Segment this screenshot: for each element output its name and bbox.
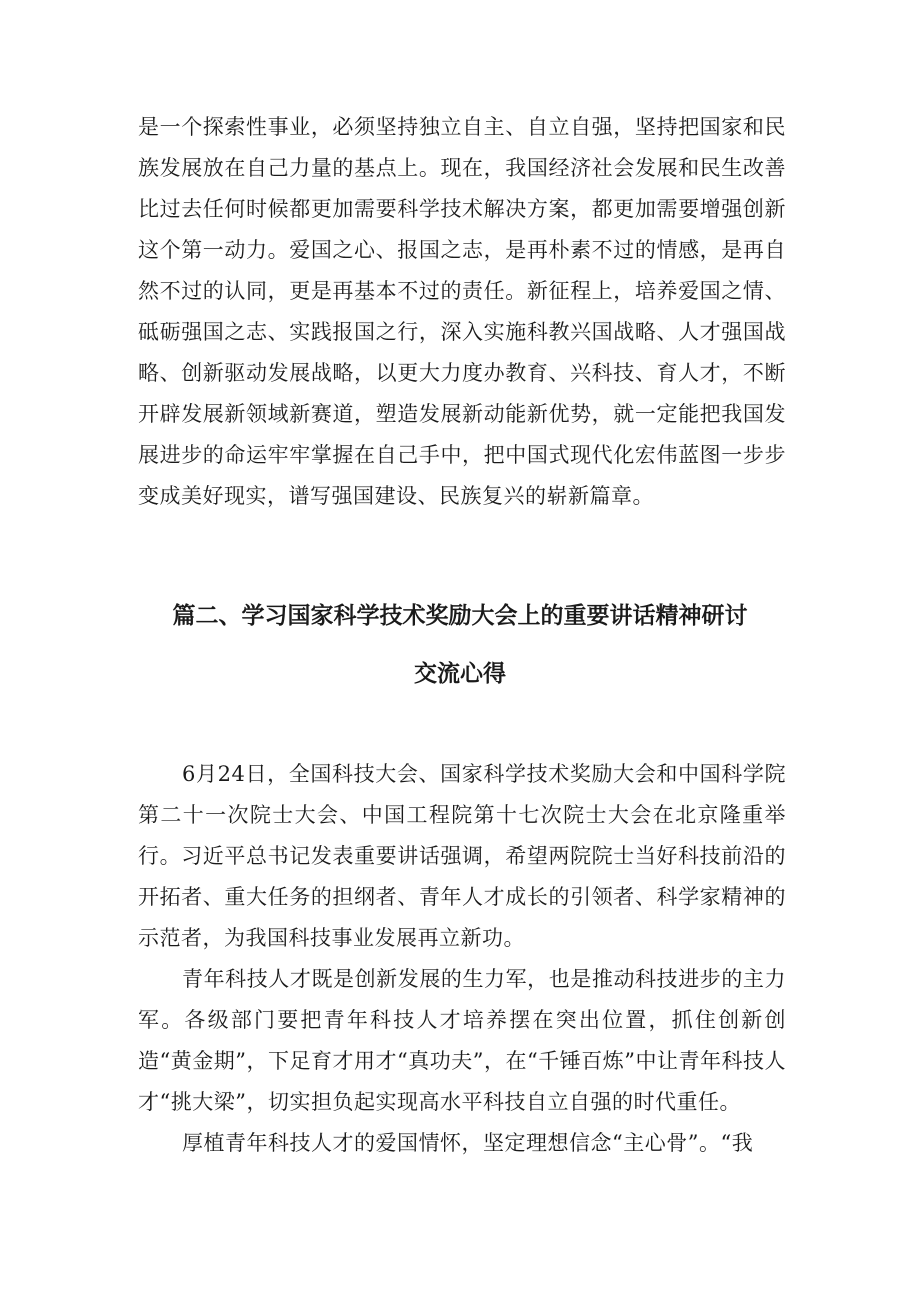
paragraph-patriotism: 厚植青年科技人才的爱国情怀，坚定理想信念“主心骨”。“我 <box>182 1131 754 1155</box>
paragraph-continued: 是一个探索性事业，必须坚持独立自主、自立自强，坚持把国家和民族发展放在自己力量的基点上。现在，我国经济社会发展和民生改善比过去任何时候都更加需要科学技术解决方案，都更加需要增强创新这个第一动力。爱国之心、报国之志，是再朴素不过的情感，是再自然不过的认同，更是再基本不过的责任。新征程上，培养爱国之情、砥砺强国之志、实践报国之行，深入实施科教兴国战略、人才强国战略、创新驱动发展战略，以更大力度办教育、兴科技、育人才，不断开辟发展新领域新赛道，塑造发展新动能新优势，就一定能把我国发展进步的命运牢牢掌握在自己手中，把中国式现代化宏伟蓝图一步步变成美好现实，谱写强国建设、民族复兴的崭新篇章。 <box>138 115 786 508</box>
section-heading <box>100 587 820 703</box>
section-heading-line-2: 交流心得 <box>414 661 506 687</box>
paragraph-youth-talent: 青年科技人才既是创新发展的生力军，也是推动科技进步的主力军。各级部门要把青年科技人才培养摆在突出位置，抓住创新创造“黄金期”，下足育才用才“真功夫”，在“千锤百炼”中让青年科技人才“挑大梁”，切实担负起实现高水平科技自立自强的时代重任。 <box>138 967 786 1114</box>
paragraph-event: 6月24日，全国科技大会、国家科学技术奖励大会和中国科学院第二十一次院士大会、中国工程院第十七次院士大会在北京隆重举行。习近平总书记发表重要讲话强调，希望两院院士当好科技前沿的开拓者、重大任务的担纲者、青年人才成长的引领者、科学家精神的示范者，为我国科技事业发展再立新功。 <box>138 762 786 950</box>
section-heading-line-1: 篇二、学习国家科学技术奖励大会上的重要讲话精神研讨 <box>172 603 748 629</box>
